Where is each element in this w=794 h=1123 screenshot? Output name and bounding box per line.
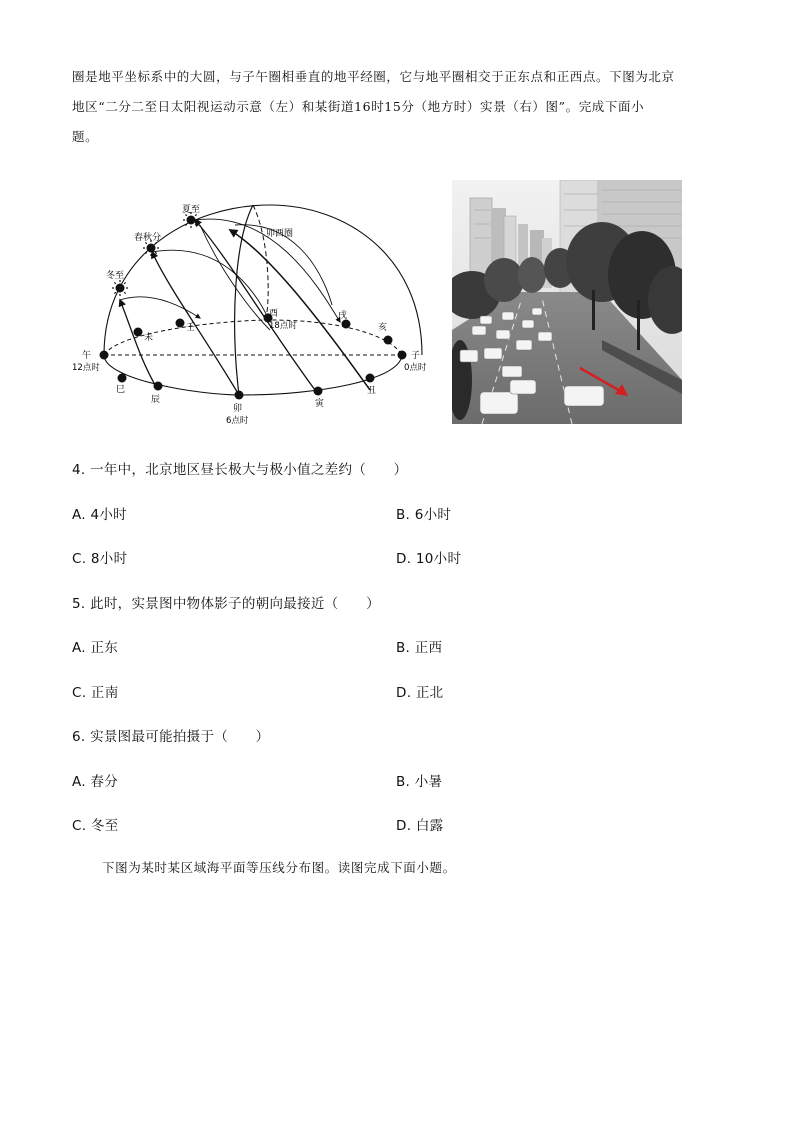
dot-si — [118, 374, 127, 383]
q6-option-c[interactable]: C. 冬至 — [72, 818, 119, 834]
path-summer-solstice — [195, 220, 318, 394]
q6-option-d[interactable]: D. 白露 — [396, 818, 444, 834]
label-yin: 寅 — [315, 399, 325, 409]
label-ren: 壬 — [186, 323, 196, 333]
label-equinox: 春秋分 — [134, 233, 162, 243]
label-wu: 午 — [82, 351, 92, 361]
dot-wei — [134, 328, 143, 337]
q4-option-a[interactable]: A. 4小时 — [72, 507, 127, 523]
intro-paragraph — [72, 62, 722, 152]
label-xu: 戌 — [338, 311, 348, 321]
label-mao-time: 6点时 — [226, 416, 249, 426]
q6-option-a[interactable]: A. 春分 — [72, 774, 119, 790]
intro-line-3: 题。 — [72, 129, 99, 144]
label-wu-time: 12点时 — [72, 363, 100, 373]
label-zi: 子 — [411, 351, 421, 361]
q4-option-c[interactable]: C. 8小时 — [72, 551, 128, 567]
dot-wu — [100, 351, 109, 360]
q5-option-a[interactable]: A. 正东 — [72, 640, 119, 656]
q6-option-b[interactable]: B. 小暑 — [396, 774, 443, 790]
label-wei: 未 — [144, 333, 154, 343]
q5-option-b[interactable]: B. 正西 — [396, 640, 443, 656]
q4-option-b[interactable]: B. 6小时 — [396, 507, 452, 523]
label-zi-time: 0点时 — [404, 363, 427, 373]
label-you-time: 18点时 — [269, 321, 297, 331]
next-section-intro: 下图为某时某区域海平面等压线分布图。读图完成下面小题。 — [102, 860, 456, 875]
label-chou: 丑 — [367, 386, 377, 396]
dot-zi — [398, 351, 407, 360]
intro-line-2: 地区“二分二至日太阳视运动示意（左）和某街道16时15分（地方时）实景（右）图”。完成下面小 — [72, 99, 645, 114]
label-winter-solstice: 冬至 — [106, 271, 125, 281]
question-4-stem: 4. 一年中，北京地区昼长极大与极小值之差约（ ） — [72, 462, 408, 478]
q5-option-d[interactable]: D. 正北 — [396, 685, 444, 701]
dot-yin — [314, 387, 323, 396]
dot-hai — [384, 336, 393, 345]
label-hai: 亥 — [378, 323, 388, 333]
sun-icon — [112, 280, 128, 296]
intro-line-1: 圈是地平坐标系中的大圆，与子午圈相垂直的地平经圈，它与地平圈相交于正东点和正西点。下图为北京 — [72, 69, 675, 84]
q4-option-d[interactable]: D. 10小时 — [396, 551, 462, 567]
question-5-stem: 5. 此时，实景图中物体影子的朝向最接近（ ） — [72, 596, 380, 612]
q5-option-c[interactable]: C. 正南 — [72, 685, 119, 701]
path-bold-summer — [230, 230, 370, 390]
label-summer-solstice: 夏至 — [182, 205, 201, 215]
label-you: 酉 — [269, 309, 279, 319]
label-prime-vertical: 卯酉圈 — [266, 229, 294, 239]
question-6-stem: 6. 实景图最可能拍摄于（ ） — [72, 729, 270, 745]
dot-chen — [154, 382, 163, 391]
label-mao: 卯 — [233, 404, 243, 414]
sun-motion-diagram — [70, 200, 442, 432]
dot-mao — [235, 391, 244, 400]
label-chen: 辰 — [151, 395, 161, 405]
horizon-front — [104, 355, 402, 395]
prime-vertical-front — [235, 205, 253, 395]
prime-vertical-back — [253, 205, 268, 318]
dot-chou — [366, 374, 375, 383]
label-si: 巳 — [116, 385, 126, 395]
street-photo — [452, 180, 682, 424]
dot-ren — [176, 319, 185, 328]
